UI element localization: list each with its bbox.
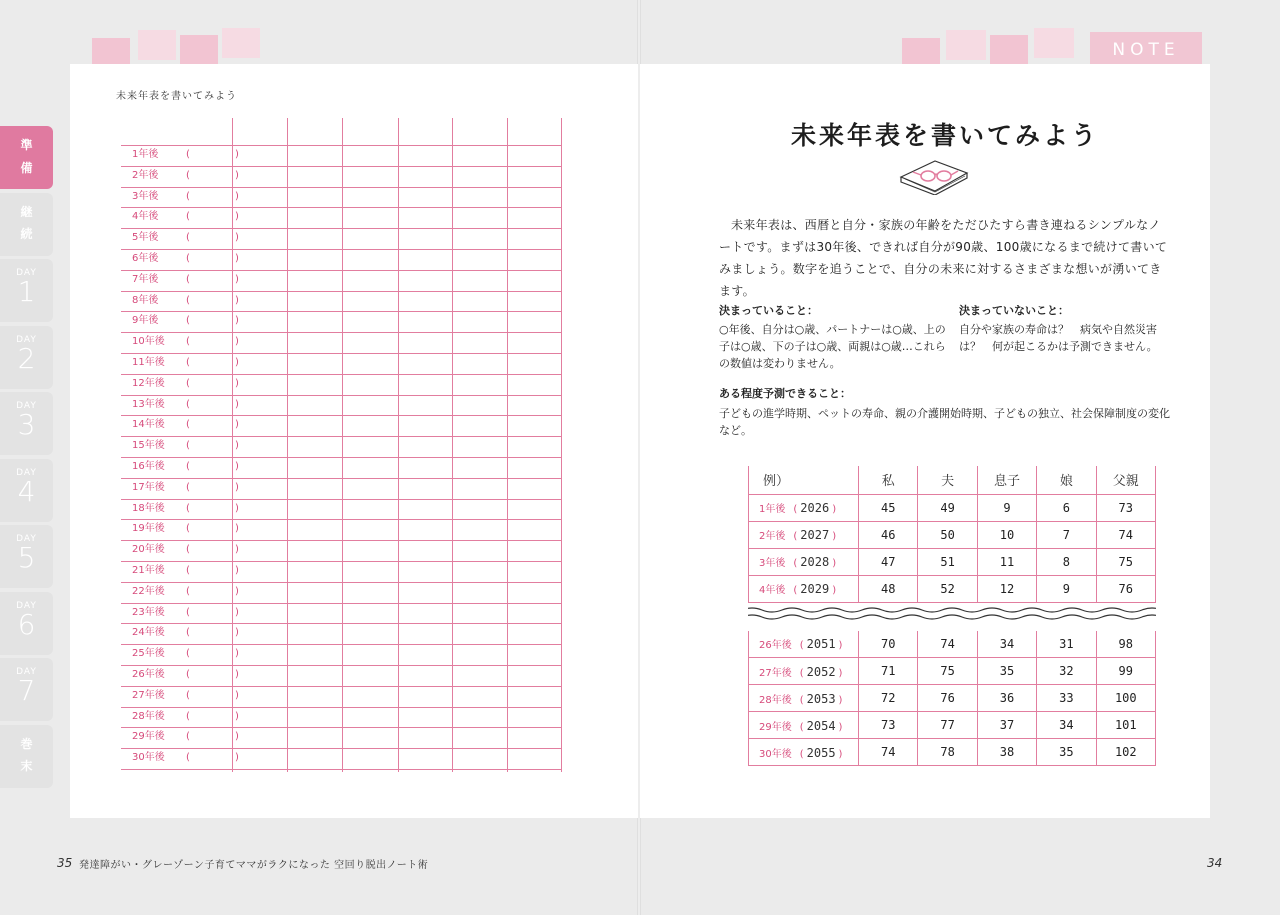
calendar-year: 2026 (800, 501, 830, 515)
year-offset-label: 9年後 (132, 315, 159, 327)
paren-close: ) (235, 669, 239, 680)
year-offset-label: 1年後 (759, 504, 786, 515)
year-offset-label: 24年後 (132, 627, 165, 639)
paren-close: ) (235, 502, 239, 514)
example-age-cell: 35 (977, 658, 1036, 685)
paren-close: ) (235, 440, 239, 452)
deco-tab (180, 35, 218, 65)
sidebar-tab-label: 継 (20, 204, 33, 219)
paren-close: ) (235, 253, 239, 264)
paren-close: ) (235, 315, 239, 327)
sidebar-tab-number: 6 (17, 607, 36, 641)
grid-row-line (121, 769, 562, 770)
example-age-cell: 75 (918, 658, 977, 685)
example-age-cell: 35 (1037, 739, 1096, 766)
example-age-cell: 9 (1037, 575, 1096, 602)
paren-open: ( (793, 531, 798, 542)
sidebar-tab-label: 続 (20, 227, 33, 242)
omission-wave (748, 603, 1156, 627)
paren-open: ( (793, 585, 798, 596)
sidebar-tab[interactable] (0, 193, 53, 256)
year-offset-label: 17年後 (132, 481, 165, 493)
paren-open: ( (186, 190, 190, 202)
paren-close: ) (832, 504, 837, 515)
example-row (749, 631, 1156, 658)
year-offset-label: 22年後 (132, 585, 165, 597)
grid-row-label (132, 582, 242, 602)
sidebar-tab-day: DAY (16, 600, 37, 611)
year-offset-label: 27年後 (132, 689, 165, 701)
paren-close: ) (235, 648, 239, 660)
year-offset-label: 16年後 (132, 461, 165, 472)
year-offset-label: 18年後 (132, 502, 165, 514)
year-offset-label: 1年後 (132, 149, 159, 160)
note-tab-label: NOTE (1112, 40, 1180, 60)
example-age-cell: 73 (859, 712, 918, 739)
paren-close: ) (235, 731, 239, 743)
year-offset-label: 13年後 (132, 398, 165, 410)
calendar-year: 2052 (806, 664, 836, 679)
example-year-cell (749, 658, 859, 685)
deco-tab (138, 30, 176, 60)
grid-row-label (132, 665, 242, 685)
paren-open: ( (186, 544, 190, 556)
example-age-cell: 76 (1096, 575, 1155, 602)
example-age-cell: 74 (859, 739, 918, 766)
year-offset-label: 7年後 (132, 273, 159, 285)
paren-open: ( (186, 731, 190, 743)
deco-tab (1034, 28, 1074, 58)
paren-open: ( (186, 481, 190, 493)
example-header-cell: 父親 (1096, 466, 1155, 494)
sidebar-tab[interactable] (0, 725, 53, 788)
example-age-cell: 98 (1096, 631, 1155, 658)
year-offset-label: 4年後 (132, 211, 159, 223)
year-offset-label: 19年後 (132, 523, 165, 535)
paren-open: ( (186, 627, 190, 639)
example-year-cell (749, 494, 859, 521)
paren-open: ( (186, 273, 190, 285)
sidebar-tab-label: 備 (20, 160, 33, 175)
sidebar-tab-day: DAY (16, 667, 37, 677)
example-age-cell: 7 (1037, 521, 1096, 548)
paren-open: ( (186, 377, 190, 389)
example-age-cell: 32 (1037, 658, 1096, 685)
sidebar-tab[interactable] (0, 326, 53, 389)
paren-open: ( (186, 565, 190, 576)
undecided-heading: 決まっていないこと： (959, 304, 1069, 317)
paren-open: ( (799, 640, 804, 652)
paren-close: ) (235, 169, 239, 181)
example-age-cell: 37 (977, 712, 1036, 739)
predictable-body: 子どもの進学時期、ペットの寿命、親の介護開始時期、子どもの独立、社会保障制度の変化 など。 (719, 407, 1170, 437)
calendar-year: 2028 (800, 555, 830, 569)
notebook-glasses-illustration (895, 155, 975, 195)
year-offset-label: 5年後 (132, 232, 159, 244)
sidebar-tab-day: DAY (16, 334, 37, 345)
paren-open: ( (186, 752, 190, 764)
predictable-heading: ある程度予測できること： (719, 387, 851, 400)
year-offset-label: 26年後 (759, 640, 792, 652)
example-year-cell (749, 631, 859, 658)
example-year-cell (749, 739, 859, 766)
grid-column-line (342, 118, 343, 772)
grid-row-label (132, 603, 242, 623)
sidebar-tab-label: 準 (20, 138, 33, 152)
example-age-cell: 49 (918, 494, 977, 521)
grid-row-label (132, 145, 242, 165)
example-row (749, 521, 1156, 548)
sidebar-tab-number: 3 (17, 408, 36, 441)
year-offset-label: 11年後 (132, 357, 165, 368)
example-age-cell: 74 (918, 631, 977, 658)
paren-open: ( (186, 294, 190, 306)
sidebar-tab[interactable] (0, 259, 53, 322)
year-offset-label: 6年後 (132, 253, 159, 264)
grid-row-label (132, 686, 242, 706)
grid-row-label (132, 374, 242, 394)
grid-row-label (132, 478, 242, 498)
year-offset-label: 26年後 (132, 669, 165, 680)
paren-close: ) (838, 667, 843, 679)
paren-close: ) (838, 721, 843, 733)
right-page-number: 34 (1207, 856, 1223, 870)
grid-row-label (132, 228, 242, 248)
example-header-cell: 娘 (1037, 466, 1096, 494)
year-offset-label: 15年後 (132, 440, 165, 452)
example-year-cell (749, 521, 859, 548)
sidebar-tab-day: DAY (16, 268, 37, 278)
calendar-year: 2027 (800, 528, 830, 542)
paren-close: ) (235, 565, 239, 576)
sidebar-tab[interactable] (0, 459, 53, 522)
undecided-body: 自分や家族の寿命は？ 病気や自然災害は？ 何が起こるかは予測できません。 (959, 323, 1158, 353)
calendar-year: 2055 (806, 745, 836, 760)
example-header-cell: 息子 (977, 466, 1036, 494)
paren-open: ( (799, 721, 804, 733)
year-offset-label: 28年後 (759, 694, 792, 706)
year-offset-label: 28年後 (132, 710, 165, 722)
grid-row-label (132, 707, 242, 727)
example-age-cell: 36 (977, 685, 1036, 712)
example-age-cell: 47 (859, 548, 918, 575)
example-age-cell: 48 (859, 575, 918, 602)
deco-tab (946, 30, 986, 60)
year-offset-label: 30年後 (132, 752, 165, 764)
calendar-year: 2054 (806, 718, 836, 733)
paren-close: ) (235, 190, 239, 202)
paren-close: ) (235, 461, 239, 472)
example-age-cell: 72 (859, 685, 918, 712)
grid-row-label (132, 207, 242, 227)
paren-open: ( (186, 440, 190, 452)
example-age-cell: 31 (1037, 631, 1096, 658)
example-row (749, 712, 1156, 739)
left-page-header: 未来年表を書いてみよう (116, 91, 237, 102)
paren-open: ( (793, 558, 798, 569)
sidebar-tab-number: 5 (17, 541, 36, 574)
paren-open: ( (186, 398, 190, 410)
example-age-cell: 8 (1037, 548, 1096, 575)
decided-heading: 決まっていること： (719, 304, 818, 317)
paren-open: ( (793, 504, 798, 515)
book-title: 発達障がい・グレーゾーン子育てママがラクになった 空回り脱出ノート術 (79, 860, 429, 871)
grid-row-label (132, 332, 242, 352)
paren-close: ) (235, 752, 239, 764)
grid-row-label (132, 166, 242, 186)
year-offset-label: 10年後 (132, 336, 165, 348)
example-age-cell: 38 (977, 739, 1036, 766)
year-offset-label: 12年後 (132, 377, 165, 389)
paren-open: ( (186, 211, 190, 223)
year-offset-label: 2年後 (132, 169, 159, 181)
grid-row-label (132, 540, 242, 560)
paren-close: ) (235, 232, 239, 244)
example-year-cell (749, 685, 859, 712)
grid-row-label (132, 748, 242, 768)
paren-open: ( (186, 169, 190, 181)
example-year-cell (749, 548, 859, 575)
year-offset-label: 30年後 (759, 748, 792, 760)
example-age-cell: 75 (1096, 548, 1155, 575)
paren-open: ( (186, 689, 190, 701)
example-age-cell: 99 (1096, 658, 1155, 685)
decided-body: ○年後、自分は○歳、パートナーは○歳、上の子は○歳、下の子は○歳、両親は○歳…これらの数値は変わりません。 (719, 323, 946, 370)
example-header-cell: 例） (749, 466, 859, 494)
example-year-cell (749, 712, 859, 739)
example-age-cell: 73 (1096, 494, 1155, 521)
example-age-cell: 51 (918, 548, 977, 575)
example-age-cell: 76 (918, 685, 977, 712)
grid-row-label (132, 395, 242, 415)
grid-row-label (132, 499, 242, 519)
sidebar-tab[interactable] (0, 126, 53, 189)
paren-close: ) (235, 357, 239, 368)
grid-column-line (398, 118, 399, 772)
year-offset-label: 21年後 (132, 565, 165, 576)
example-age-cell: 34 (977, 631, 1036, 658)
example-row (749, 658, 1156, 685)
example-age-cell: 11 (977, 548, 1036, 575)
paren-close: ) (235, 294, 239, 306)
paren-open: ( (186, 669, 190, 680)
intro-paragraph: 未来年表は、西暦と自分・家族の年齢をただひたすら書き連ねるシンプルなノートです。まずは30年後、できれば自分が90歳、100歳になるまで続けて書いてみましょう。数字を追うことで、自分の未来に対するさまざまな想いが湧いてきます。 (719, 218, 1168, 298)
paren-close: ) (832, 531, 837, 542)
example-age-cell: 77 (918, 712, 977, 739)
year-offset-label: 23年後 (132, 606, 165, 618)
example-age-cell: 45 (859, 494, 918, 521)
example-age-cell: 6 (1037, 494, 1096, 521)
sidebar-tab[interactable] (0, 658, 53, 721)
example-row (749, 575, 1156, 602)
example-table (748, 466, 1156, 766)
example-header-cell: 私 (859, 466, 918, 494)
paren-close: ) (235, 523, 239, 535)
grid-row-label (132, 353, 242, 373)
example-age-cell: 50 (918, 521, 977, 548)
example-row (749, 494, 1156, 521)
paren-close: ) (838, 748, 843, 760)
grid-row-label (132, 644, 242, 664)
sidebar-tab[interactable] (0, 392, 53, 455)
year-offset-label: 29年後 (132, 731, 165, 743)
paren-open: ( (186, 232, 190, 244)
paren-open: ( (186, 419, 190, 431)
grid-row-label (132, 457, 242, 477)
example-age-cell: 12 (977, 575, 1036, 602)
paren-open: ( (186, 461, 190, 472)
year-offset-label: 27年後 (759, 667, 792, 679)
paren-close: ) (832, 558, 837, 569)
year-offset-label: 4年後 (759, 585, 786, 596)
deco-tab (222, 28, 260, 58)
example-age-cell: 100 (1096, 685, 1155, 712)
paren-open: ( (186, 606, 190, 618)
sidebar-tab-number: 4 (17, 474, 36, 508)
sidebar-tab-number: 2 (17, 341, 36, 375)
paren-open: ( (186, 253, 190, 264)
grid-column-line (561, 118, 562, 772)
grid-column-line (507, 118, 508, 772)
paren-close: ) (235, 336, 239, 348)
example-age-cell: 9 (977, 494, 1036, 521)
sidebar-tab-number: 7 (17, 674, 36, 707)
example-age-cell: 70 (859, 631, 918, 658)
sidebar-tab-day: DAY (16, 467, 37, 478)
paren-open: ( (186, 648, 190, 660)
paren-open: ( (186, 149, 190, 160)
example-age-cell: 33 (1037, 685, 1096, 712)
grid-row-label (132, 519, 242, 539)
year-offset-label: 8年後 (132, 294, 159, 306)
page-title: 未来年表を書いてみよう (790, 121, 1099, 150)
paren-close: ) (235, 149, 239, 160)
sidebar-tab[interactable] (0, 525, 53, 588)
paren-close: ) (235, 710, 239, 722)
grid-row-label (132, 623, 242, 643)
grid-row-label (132, 270, 242, 290)
sidebar-tab-day: DAY (16, 534, 37, 544)
example-age-cell: 52 (918, 575, 977, 602)
deco-tab (990, 35, 1028, 65)
example-row (749, 548, 1156, 575)
year-offset-label: 2年後 (759, 531, 786, 542)
paren-open: ( (186, 523, 190, 535)
calendar-year: 2029 (800, 582, 830, 596)
future-timeline-grid (121, 118, 562, 772)
paren-open: ( (799, 748, 804, 760)
grid-row-label (132, 436, 242, 456)
paren-open: ( (186, 585, 190, 597)
calendar-year: 2053 (806, 691, 836, 706)
paren-close: ) (235, 544, 239, 556)
year-offset-label: 3年後 (759, 558, 786, 569)
left-page-number: 35 (57, 856, 73, 870)
paren-open: ( (799, 667, 804, 679)
year-offset-label: 3年後 (132, 190, 159, 202)
example-age-cell: 102 (1096, 739, 1155, 766)
example-age-cell: 101 (1096, 712, 1155, 739)
paren-open: ( (186, 336, 190, 348)
paren-close: ) (235, 606, 239, 618)
grid-row-label (132, 187, 242, 207)
paren-close: ) (832, 585, 837, 596)
sidebar-tab-label: 巻 (20, 736, 33, 751)
paren-close: ) (235, 419, 239, 431)
paren-close: ) (235, 585, 239, 597)
paren-close: ) (838, 694, 843, 706)
example-age-cell: 34 (1037, 712, 1096, 739)
paren-close: ) (235, 211, 239, 223)
paren-open: ( (186, 502, 190, 514)
example-age-cell: 71 (859, 658, 918, 685)
paren-close: ) (235, 398, 239, 410)
sidebar-tab-day: DAY (16, 401, 37, 411)
year-offset-label: 25年後 (132, 648, 165, 660)
example-age-cell: 78 (918, 739, 977, 766)
example-age-cell: 10 (977, 521, 1036, 548)
paren-open: ( (186, 315, 190, 327)
note-tab (1090, 32, 1202, 68)
paren-open: ( (186, 710, 190, 722)
year-offset-label: 14年後 (132, 419, 165, 431)
year-offset-label: 29年後 (759, 721, 792, 733)
example-year-cell (749, 575, 859, 602)
grid-row-label (132, 249, 242, 269)
year-offset-label: 20年後 (132, 544, 165, 556)
example-row (749, 685, 1156, 712)
paren-close: ) (838, 640, 843, 652)
sidebar-tab-label: 末 (20, 759, 33, 774)
sidebar-tab-number: 1 (17, 275, 36, 308)
grid-row-label (132, 415, 242, 435)
paren-close: ) (235, 273, 239, 285)
example-row (749, 739, 1156, 766)
paren-close: ) (235, 377, 239, 389)
sidebar-tab[interactable] (0, 592, 53, 655)
paren-open: ( (186, 357, 190, 368)
example-age-cell: 46 (859, 521, 918, 548)
paren-open: ( (799, 694, 804, 706)
grid-column-line (287, 118, 288, 772)
grid-row-label (132, 561, 242, 581)
grid-row-label (132, 311, 242, 331)
paren-close: ) (235, 481, 239, 493)
grid-row-label (132, 291, 242, 311)
grid-row-label (132, 727, 242, 747)
paren-close: ) (235, 689, 239, 701)
calendar-year: 2051 (806, 637, 836, 652)
paren-close: ) (235, 627, 239, 639)
example-header-cell: 夫 (918, 466, 977, 494)
example-age-cell: 74 (1096, 521, 1155, 548)
grid-column-line (452, 118, 453, 772)
